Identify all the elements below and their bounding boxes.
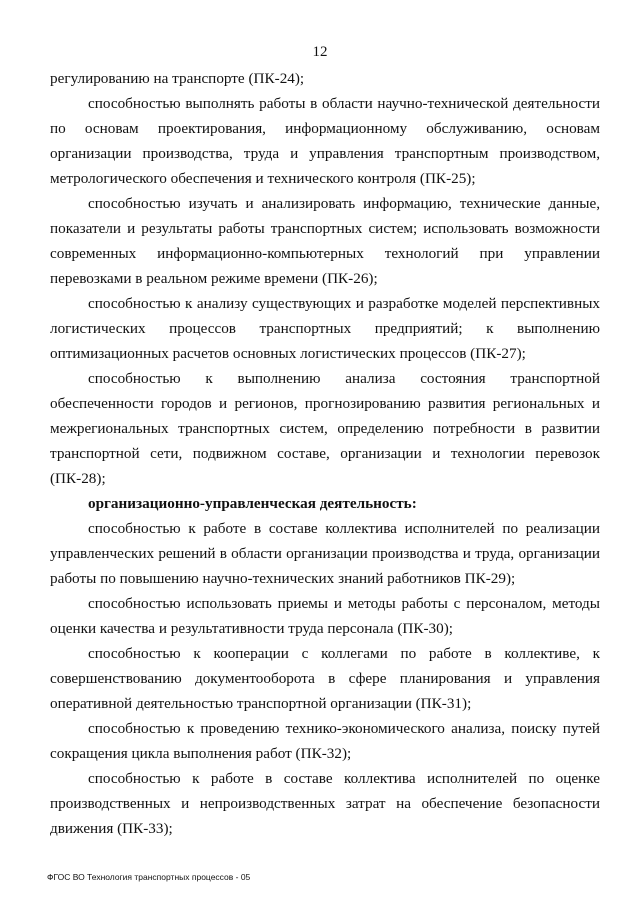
page-number: 12 (312, 44, 328, 60)
paragraph-pk27: способностью к анализу существующих и разработке моделей перспективных логистических процессов транспортных предприятий; к выполнению оптимизационных расчетов основных логистических процессов (ПК-27); (50, 295, 600, 362)
paragraph-pk32: способностью к проведению технико-экономического анализа, поиску путей сокращения цикла выполнения работ (ПК-32); (50, 720, 600, 762)
paragraph-pk26: способностью изучать и анализировать информацию, технические данные, показатели и результаты работы транспортных систем; использовать возможности современных информационно-компьютерных технологий при управлении перевозками в реальном режиме времени (ПК-26); (50, 195, 600, 287)
paragraph-pk33: способностью к работе в составе коллектива исполнителей по оценке производственных и непроизводственных затрат на обеспечение безопасности движения (ПК-33); (50, 770, 600, 837)
paragraph-pk31: способностью к кооперации с коллегами по работе в коллективе, к совершенствованию документооборота в сфере планирования и управления оперативной деятельностью транспортной организации (ПК-31); (50, 645, 600, 712)
paragraph-pk24-continuation: регулированию на транспорте (ПК-24); (50, 70, 305, 87)
section-heading-management: организационно-управленческая деятельность: (88, 495, 417, 512)
paragraph-pk25: способностью выполнять работы в области научно-технической деятельности по основам проектирования, информационному обслуживанию, основам организации производства, труда и управления транспортным производством, метрологического обеспечения и технического контроля (ПК-25); (50, 95, 600, 187)
paragraph-pk30: способностью использовать приемы и методы работы с персоналом, методы оценки качества и результативности труда персонала (ПК-30); (50, 595, 600, 637)
document-body (50, 66, 600, 841)
page-footer: ФГОС ВО Технология транспортных процессов - 05 (47, 872, 251, 882)
paragraph-pk28: способностью к выполнению анализа состояния транспортной обеспеченности городов и регионов, прогнозированию развития региональных и межрегиональных транспортных систем, определению потребности в развитии транспортной сети, подвижном составе, организации и технологии перевозок (ПК-28); (50, 370, 600, 487)
paragraph-pk29: способностью к работе в составе коллектива исполнителей по реализации управленческих решений в области организации производства и труда, организации работы по повышению научно-технических знаний работников ПК-29); (50, 520, 600, 587)
